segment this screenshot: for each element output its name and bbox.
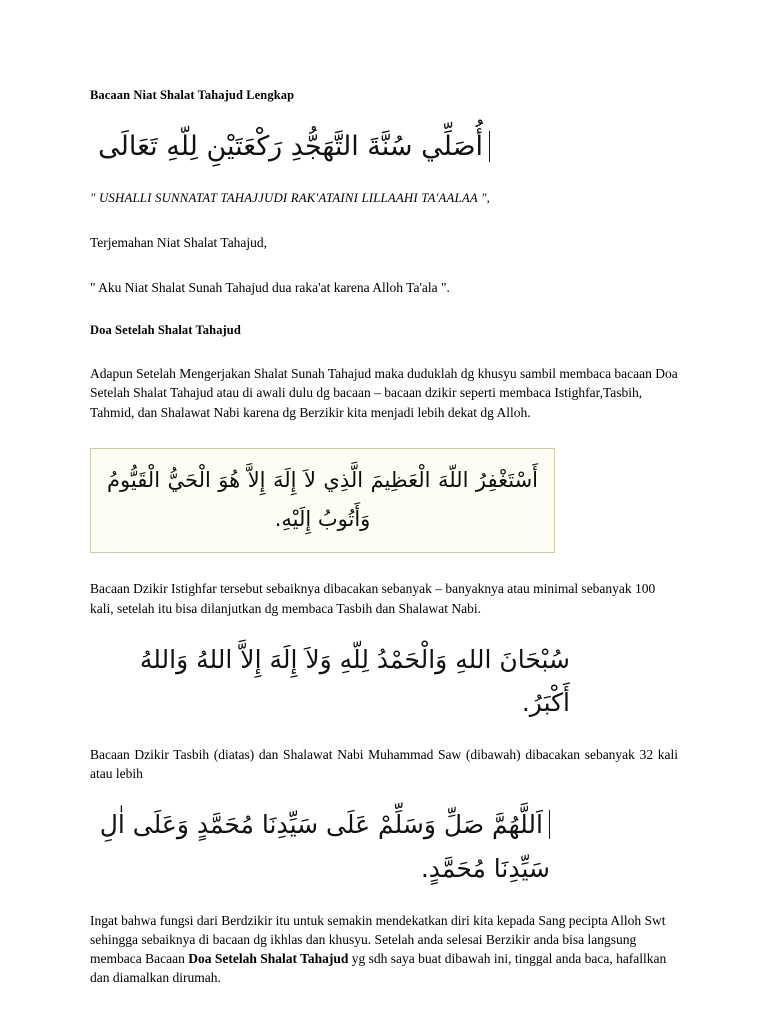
spacer (90, 422, 678, 448)
spacer (90, 553, 678, 579)
spacer (90, 252, 678, 278)
closing-text-part2: yg sdh saya buat dibawah ini, tinggal anda baca, hafallkan dan diamalkan dirumah. (90, 951, 667, 986)
closing-text-bold: Doa Setelah Shalat Tahajud (188, 951, 349, 967)
niat-section-heading: Bacaan Niat Shalat Tahajud Lengkap (90, 88, 295, 102)
spacer (90, 891, 678, 911)
spacer (90, 725, 678, 745)
spacer (90, 207, 678, 233)
terjemahan-text: " Aku Niat Shalat Sunah Tahajud dua raka'at karena Alloh Ta'ala ". (90, 280, 450, 296)
closing-paragraph (90, 911, 678, 988)
spacer (90, 338, 678, 364)
istighfar-note-paragraph: Bacaan Dzikir Istighfar tersebut sebaiknya dibacakan sebanyak – banyaknya atau minimal sebanyak 100 kali, setelah itu bisa dilanjutkan dg membaca Tasbih dan Shalawat Nabi. (90, 581, 656, 616)
spacer (90, 297, 678, 323)
spacer (90, 170, 678, 190)
spacer (90, 618, 678, 638)
istighfar-arabic-box (90, 448, 555, 554)
shalawat-arabic-text: اَللَّهُمَّ صَلِّ وَسَلِّمْ عَلَى سَيِّدِنَا مُحَمَّدٍ وَعَلَى اٰلِ سَيِّدِنَا مُحَمَّدٍ. (99, 810, 550, 884)
doa-intro-paragraph: Adapun Setelah Mengerjakan Shalat Sunah Tahajud maka duduklah dg khusyu sambil membaca bacaan Doa Setelah Shalat Tahajud atau di awali dulu dg bacaan – bacaan dzikir seperti membaca Istighfar,Tasbih, Tahmid, dan Shalawat Nabi karena dg Berzikir kita menjadi lebih dekat dg Alloh. (90, 366, 678, 420)
closing-text-part1: Ingat bahwa fungsi dari Berdzikir itu untuk semakin mendekatkan diri kita kepada Sang pecipta Alloh Swt sehingga sebaiknya di bacaan dg ikhlas dan khusyu. Setelah anda selesai Berzikir anda bisa langsung membaca Bacaan (90, 912, 666, 967)
terjemahan-label: Terjemahan Niat Shalat Tahajud, (90, 234, 268, 250)
shalawat-arabic-calligraphy (90, 803, 550, 891)
spacer (90, 103, 678, 123)
niat-arabic-calligraphy (90, 123, 494, 170)
istighfar-arabic-text: أَسْتَغْفِرُ اللّهَ الْعَظِيمَ الَّذِي لاَ إِلَهَ إِلاَّ هُوَ الْحَيُّ الْقَيُّومُ وَأَتُوبُ إِلَيْهِ. (107, 467, 538, 531)
tasbih-arabic-calligraphy: سُبْحَانَ اللهِ وَالْحَمْدُ لِلّهِ وَلاَ إِلَهَ إِلاَّ اللهُ وَاللهُ أَكْبَرُ. (139, 644, 570, 718)
niat-arabic-text: أُصَلِّي سُنَّةَ التَّهَجُّدِ رَكْعَتَيْنِ لِلّهِ تَعَالَى (98, 131, 490, 162)
document-body (90, 88, 678, 988)
doa-section-heading: Doa Setelah Shalat Tahajud (90, 323, 241, 338)
niat-transliteration: " USHALLI SUNNATAT TAHAJJUDI RAK'ATAINI LILLAAHI TA'AALAA ", (90, 191, 491, 206)
spacer (90, 783, 678, 803)
tasbih-note-paragraph: Bacaan Dzikir Tasbih (diatas) dan Shalawat Nabi Muhammad Saw (dibawah) dibacakan sebanyak 32 kali atau lebih (90, 747, 678, 782)
